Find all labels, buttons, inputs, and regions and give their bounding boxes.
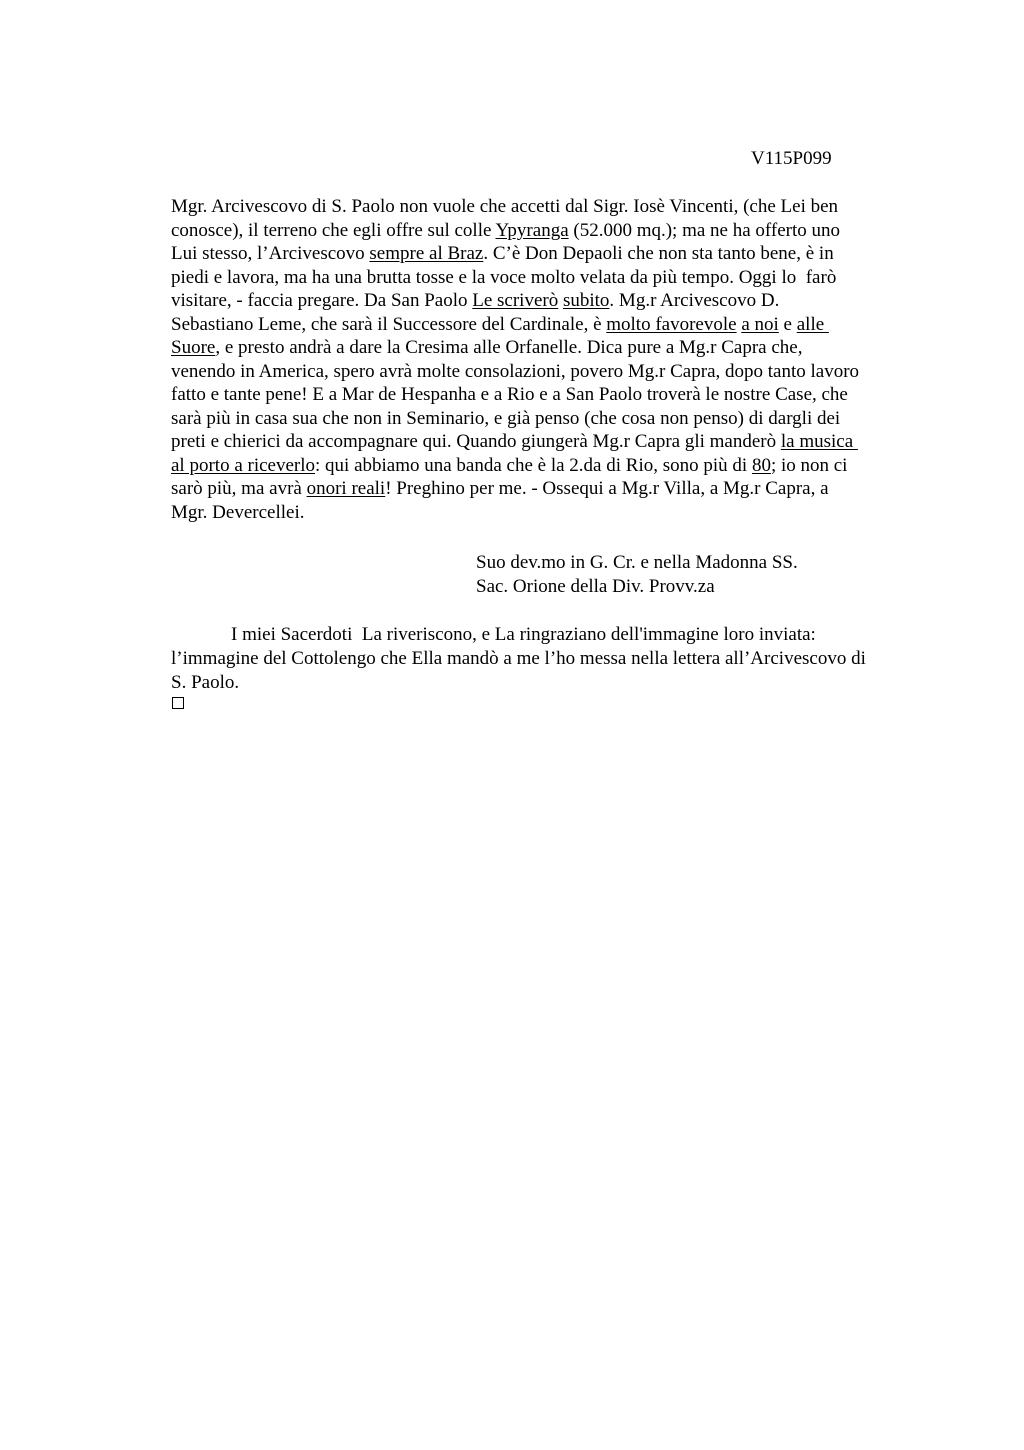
underlined-text: alle <box>796 314 829 335</box>
text-run: : qui abbiamo una banda che è la 2.da di Rio, sono più di <box>315 455 752 476</box>
text-run: sarò più, ma avrà <box>171 478 307 499</box>
letter-line <box>171 266 836 289</box>
text-run: . Mg.r Arcivescovo D. <box>609 290 780 311</box>
underlined-text: sempre al Braz <box>369 243 484 264</box>
text-run: Mgr. Devercellei. <box>171 502 305 523</box>
postscript-line: I miei Sacerdoti La riveriscono, e La ringraziano dell'immagine loro inviata: <box>231 624 816 645</box>
text-run: Mgr. Arcivescovo di S. Paolo non vuole che accetti dal Sigr. Iosè Vincenti, (che Lei ben <box>171 196 839 217</box>
underlined-text: onori reali <box>306 478 386 499</box>
letter-line <box>171 336 802 359</box>
text-run: visitare, - faccia pregare. Da San Paolo <box>171 290 473 311</box>
signature-closing: Suo dev.mo in G. Cr. e nella Madonna SS. <box>476 552 798 573</box>
letter-line <box>171 454 847 477</box>
letter-line <box>171 219 840 242</box>
text-run: (52.000 mq.); ma ne ha offerto uno <box>568 220 841 241</box>
underlined-text: subito <box>562 290 610 311</box>
postscript-line: S. Paolo. <box>171 672 240 693</box>
page-reference-code: V115P099 <box>751 148 832 169</box>
letter-line <box>171 360 859 383</box>
text-run: ! Preghino per me. - Ossequi a Mg.r Villa, a Mg.r Capra, a <box>385 478 829 499</box>
underlined-text: molto favorevole <box>606 314 737 335</box>
letter-line <box>171 289 779 312</box>
text-run: . C’è Don Depaoli che non sta tanto bene, è in <box>483 243 834 264</box>
letter-line <box>171 195 838 218</box>
letter-line <box>171 242 834 265</box>
underlined-text: 80 <box>751 455 771 476</box>
underlined-text: la musica <box>780 431 858 452</box>
text-run: Sebastiano Leme, che sarà il Successore del Cardinale, è <box>171 314 607 335</box>
postscript-line: l’immagine del Cottolengo che Ella mandò a me l’ho messa nella lettera all’Arcivescovo di <box>171 648 866 669</box>
underlined-text: Suore <box>171 337 216 358</box>
text-run: Lui stesso, l’Arcivescovo <box>171 243 370 264</box>
letter-line <box>171 313 829 336</box>
letter-line <box>171 430 858 453</box>
text-run: , e presto andrà a dare la Cresima alle Orfanelle. Dica pure a Mg.r Capra che, <box>215 337 803 358</box>
text-run: venendo in America, spero avrà molte consolazioni, povero Mg.r Capra, dopo tanto lavoro <box>171 361 860 382</box>
signature-name: Sac. Orione della Div. Provv.za <box>476 576 715 597</box>
text-run: piedi e lavora, ma ha una brutta tosse e la voce molto velata da più tempo. Oggi lo farò <box>171 267 837 288</box>
text-run: sarà più in casa sua che non in Seminario, e già penso (che cosa non penso) di dargli dei <box>171 408 841 429</box>
underlined-text: a noi <box>741 314 779 335</box>
text-run: preti e chierici da accompagnare qui. Quando giungerà Mg.r Capra gli manderò <box>171 431 781 452</box>
letter-line <box>171 501 304 524</box>
underlined-text: Ypyranga <box>495 220 569 241</box>
letter-line <box>171 383 848 406</box>
letter-line <box>171 477 829 500</box>
text-run: ; io non ci <box>770 455 848 476</box>
text-run: fatto e tante pene! E a Mar de Hespanha e a Rio e a San Paolo troverà le nostre Case, che <box>171 384 848 405</box>
checkbox-glyph <box>172 697 184 709</box>
text-run: conosce), il terreno che egli offre sul colle <box>171 220 496 241</box>
underlined-text: al porto a riceverlo <box>171 455 316 476</box>
letter-line <box>171 407 840 430</box>
text-run: e <box>778 314 797 335</box>
underlined-text: Le scriverò <box>472 290 559 311</box>
